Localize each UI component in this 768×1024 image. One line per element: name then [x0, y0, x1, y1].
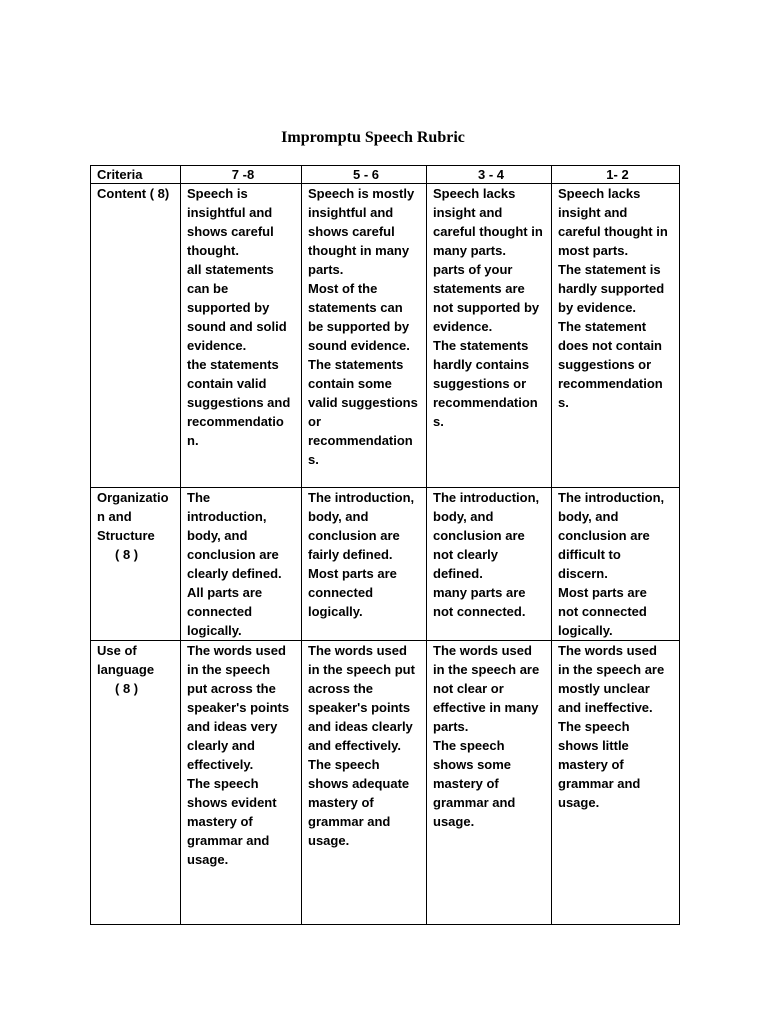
- header-level-1-2: 1- 2: [552, 166, 680, 184]
- criteria-organization: [91, 488, 181, 641]
- criteria-label: Use of language: [97, 643, 155, 677]
- criteria-label: Organizatio n and Structure: [97, 490, 169, 543]
- table-cell: Speech is mostly insightful and shows careful thought in many parts. Most of the statements can be supported by sound evidence. The statements contain some valid suggestions or recommendation s.: [302, 184, 427, 488]
- table-cell: The words used in the speech put across the speaker's points and ideas clearly and effectively. The speech shows adequate mastery of grammar and usage.: [302, 641, 427, 925]
- table-row-language: [91, 641, 680, 925]
- criteria-points: ( 8 ): [115, 547, 139, 562]
- header-level-7-8: 7 -8: [181, 166, 302, 184]
- criteria-points: ( 8 ): [115, 681, 139, 696]
- header-level-3-4: 3 - 4: [427, 166, 552, 184]
- criteria-language: [91, 641, 181, 925]
- header-level-5-6: 5 - 6: [302, 166, 427, 184]
- document-title: Impromptu Speech Rubric: [281, 129, 465, 146]
- criteria-label: Content ( 8): [97, 186, 170, 201]
- table-cell: The introduction, body, and conclusion are not clearly defined. many parts are not connected.: [427, 488, 552, 641]
- table-cell: The words used in the speech put across the speaker's points and ideas very clearly and effectively. The speech shows evident mastery of grammar and usage.: [181, 641, 302, 925]
- table-cell: The introduction, body, and conclusion are difficult to discern. Most parts are not connected logically.: [552, 488, 680, 641]
- table-cell: The introduction, body, and conclusion are clearly defined. All parts are connected logically.: [181, 488, 302, 641]
- table-cell: The words used in the speech are mostly unclear and ineffective. The speech shows little mastery of grammar and usage.: [552, 641, 680, 925]
- table-cell: Speech lacks insight and careful thought in most parts. The statement is hardly supported by evidence. The statement does not contain suggestions or recommendation s.: [552, 184, 680, 488]
- table-cell: The introduction, body, and conclusion are fairly defined. Most parts are connected logically.: [302, 488, 427, 641]
- table-cell: Speech is insightful and shows careful thought. all statements can be supported by sound and solid evidence. the statements contain valid suggestions and recommendatio n.: [181, 184, 302, 488]
- table-cell: The words used in the speech are not clear or effective in many parts. The speech shows some mastery of grammar and usage.: [427, 641, 552, 925]
- table-header-row: [91, 166, 680, 184]
- rubric-table: [90, 165, 680, 925]
- table-cell: Speech lacks insight and careful thought in many parts. parts of your statements are not supported by evidence. The statements hardly contains suggestions or recommendation s.: [427, 184, 552, 488]
- table-row-content: [91, 184, 680, 488]
- criteria-content: [91, 184, 181, 488]
- header-criteria: Criteria: [91, 166, 181, 184]
- table-row-organization: [91, 488, 680, 641]
